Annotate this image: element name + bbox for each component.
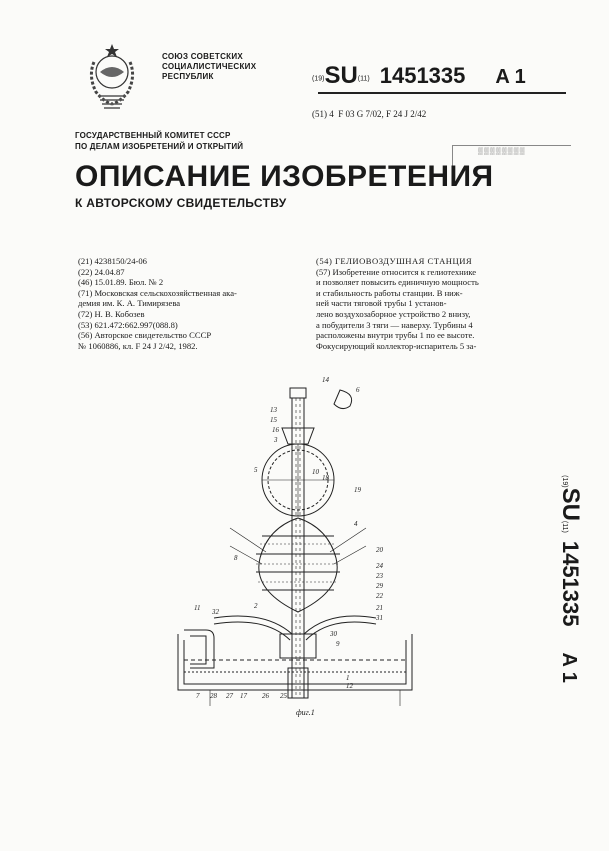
label-4: 4 (354, 520, 358, 528)
label-2: 2 (254, 602, 258, 610)
label-23: 23 (376, 572, 383, 580)
label-25: 25 (280, 692, 287, 700)
code-19: (19) (312, 75, 325, 83)
label-28: 28 (210, 692, 217, 700)
figure-caption: фиг.1 (296, 708, 315, 717)
label-3: 3 (274, 436, 278, 444)
label-17: 17 (240, 692, 247, 700)
patent-number: 1451335 (379, 63, 466, 88)
label-8: 8 (234, 554, 238, 562)
code-11: (11) (357, 75, 370, 83)
label-21: 21 (376, 604, 383, 612)
label-7: 7 (196, 692, 200, 700)
side-patent-number: (19)SU(11)1451335A 1 (557, 475, 584, 683)
label-18: 18 (322, 474, 329, 482)
label-6: 6 (356, 386, 360, 394)
label-29: 29 (376, 582, 383, 590)
abstract: (54) ГЕЛИОВОЗДУШНАЯ СТАНЦИЯ (57) Изобретение относится к гелиотехнике и позволяет повысить единичную мощность и стабильность работы станции. В ниж- ней части тяговой трубы 1 установ- лено воздухозаборное устройство 2 внизу, а побудители 3 тяги — наверху. Турбины 4 расположены внутри трубы 1 по ее высоте. Фокусирующий коллектор-испаритель 5 за- (316, 256, 538, 351)
ussr-emblem-icon (72, 36, 152, 116)
header-divider (318, 92, 566, 94)
stamp-text: ▒▒▒▒▒▒▒▒ (478, 148, 526, 155)
label-15: 15 (270, 416, 277, 424)
label-24: 24 (376, 562, 383, 570)
label-12: 12 (346, 682, 353, 690)
label-27: 27 (226, 692, 233, 700)
label-10: 10 (312, 468, 319, 476)
label-22: 22 (376, 592, 383, 600)
ipc-classification: (51) 4 F 03 G 7/02, F 24 J 2/42 (312, 109, 427, 119)
committee-name: ГОСУДАРСТВЕННЫЙ КОМИТЕТ СССР ПО ДЕЛАМ ИЗОБРЕТЕНИЙ И ОТКРЫТИЙ (75, 131, 244, 151)
country-code: SU (324, 62, 358, 89)
label-16: 16 (272, 426, 279, 434)
document-title: ОПИСАНИЕ ИЗОБРЕТЕНИЯ (75, 160, 494, 193)
label-31: 31 (376, 614, 383, 622)
label-5: 5 (254, 466, 258, 474)
label-19: 19 (354, 486, 361, 494)
label-13: 13 (270, 406, 277, 414)
label-1: 1 (346, 674, 350, 682)
label-32: 32 (212, 608, 219, 616)
patent-kind: A 1 (495, 66, 526, 88)
label-14: 14 (322, 376, 329, 384)
label-26: 26 (262, 692, 269, 700)
organization-name: СОЮЗ СОВЕТСКИХ СОЦИАЛИСТИЧЕСКИХ РЕСПУБЛИК (162, 52, 257, 81)
label-30: 30 (330, 630, 337, 638)
label-20: 20 (376, 546, 383, 554)
bibliographic-data: (21) 4238150/24-06 (22) 24.04.87 (46) 15.01.89. Бюл. № 2 (71) Московская сельскохозяйственная ака- демия им. К. А. Тимирязева (72) Н. В. Кобозев (53) 621.472:662.997(088.8) (56) Авторское свидетельство СССР № 1060886, кл. F 24 J 2/42, 1982. (78, 256, 237, 351)
invention-title: (54) ГЕЛИОВОЗДУШНАЯ СТАНЦИЯ (316, 256, 473, 266)
document-subtitle: К АВТОРСКОМУ СВИДЕТЕЛЬСТВУ (75, 196, 287, 210)
label-11: 11 (194, 604, 201, 612)
technical-drawing (170, 368, 420, 718)
label-9: 9 (336, 640, 340, 648)
patent-number-block (312, 62, 526, 90)
